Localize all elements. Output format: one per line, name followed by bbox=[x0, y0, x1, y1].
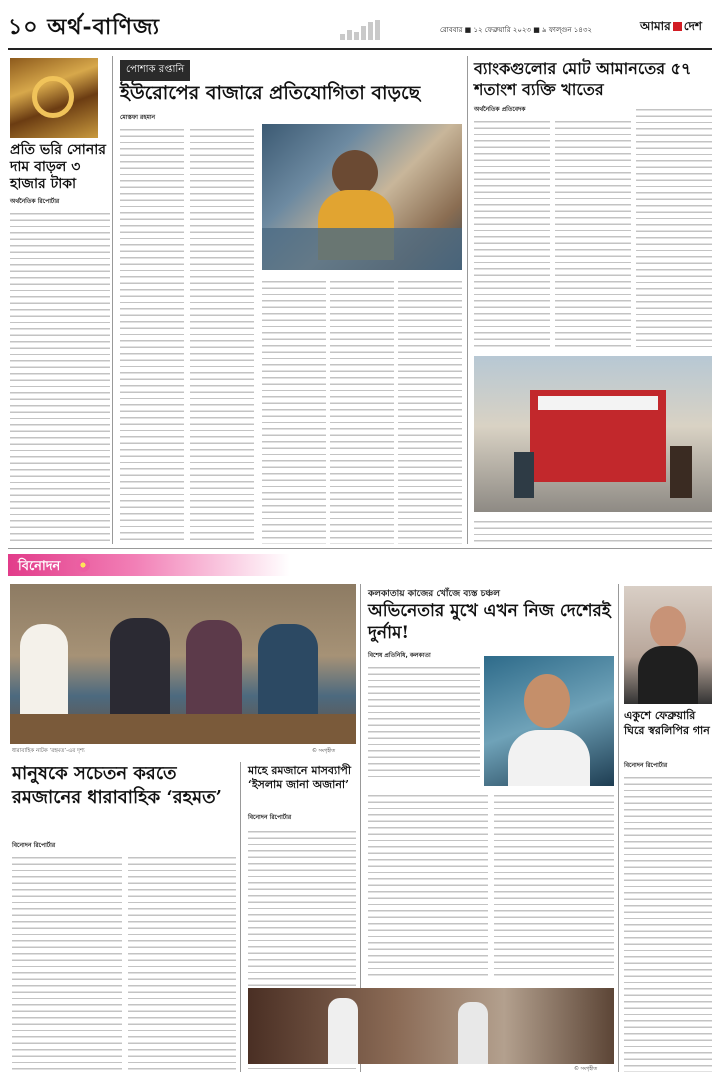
february-body bbox=[624, 772, 712, 1072]
gold-byline: অর্থনৈতিক রিপোর্টার bbox=[10, 198, 60, 205]
chanchal-byline: বিশেষ প্রতিনিধি, কলকাতা bbox=[368, 652, 431, 659]
banks-headline: ব্যাংকগুলোর মোট আমানতের ৫৭ শতাংশ ব্যক্তি খাতের bbox=[474, 59, 692, 99]
chanchal-body-col3 bbox=[494, 790, 614, 980]
chanchal-body-col2 bbox=[368, 790, 488, 980]
bank-booth-photo bbox=[474, 356, 712, 512]
february-headline: একুশে ফেব্রুয়ারি ঘিরে স্বরলিপির গান bbox=[624, 709, 710, 737]
entertainment-section-label: বিনোদন bbox=[18, 559, 61, 574]
ramadan-headline: মাহে রমজানে মাসব্যাপী ‘ইসলাম জানা অজানা’ bbox=[248, 764, 352, 791]
column-divider bbox=[467, 56, 468, 544]
rahmat-body-col2 bbox=[128, 852, 236, 1072]
column-divider bbox=[240, 762, 241, 1072]
column-divider bbox=[112, 56, 113, 544]
newspaper-brand bbox=[640, 18, 702, 38]
entertainment-section-banner bbox=[8, 554, 712, 576]
flower-icon bbox=[76, 558, 90, 572]
export-body-col1 bbox=[120, 124, 184, 544]
gold-jewelry-photo bbox=[10, 58, 98, 138]
banks-body-col2 bbox=[555, 116, 631, 350]
chanchal-body-col1 bbox=[368, 662, 480, 782]
export-kicker: পোশাক রপ্তানি bbox=[120, 60, 190, 81]
banks-body-col3 bbox=[636, 104, 712, 350]
photo-credit: © সংগৃহীত bbox=[312, 748, 336, 754]
gold-headline: প্রতি ভরি সোনার দাম বাড়ল ৩ হাজার টাকা bbox=[10, 142, 106, 192]
brand-right: দেশ bbox=[683, 19, 703, 33]
ramadan-byline: বিনোদন রিপোর্টার bbox=[248, 814, 292, 821]
banks-body-col1 bbox=[474, 116, 550, 350]
header-chart-decoration bbox=[340, 20, 400, 42]
date-line: রোববার ■ ১২ ফেব্রুয়ারি ২০২৩ ■ ৯ ফাল্গুন ১৪৩২ bbox=[440, 26, 592, 34]
column-divider bbox=[618, 584, 619, 1072]
export-body-col5 bbox=[398, 276, 462, 544]
chanchal-headline: অভিনেতার মুখে এখন নিজ দেশেরই দুর্নাম! bbox=[368, 601, 611, 643]
rahmat-headline: মানুষকে সচেতন করতে রমজানের ধারাবাহিক ‘রহমত’ bbox=[12, 763, 222, 808]
rahmat-byline: বিনোদন রিপোর্টার bbox=[12, 842, 56, 849]
chanchal-kicker: কলকাতায় কাজের খোঁজে ব্যস্ত চঞ্চল bbox=[368, 589, 500, 599]
page-section-title: ১০ অর্থ-বাণিজ্য bbox=[8, 14, 160, 40]
singer-portrait-photo bbox=[624, 586, 712, 704]
photo-credit: © সংগৃহীত bbox=[574, 1066, 598, 1072]
export-body-col4 bbox=[330, 276, 394, 544]
export-body-col3 bbox=[262, 276, 326, 544]
gold-body-text bbox=[10, 208, 110, 544]
export-byline: মোস্তফা রহমান bbox=[120, 114, 156, 121]
garment-worker-photo bbox=[262, 124, 462, 270]
brand-left: আমার bbox=[640, 19, 671, 33]
section-divider bbox=[8, 548, 712, 549]
header-rule bbox=[8, 48, 712, 50]
banks-byline: অর্থনৈতিক প্রতিবেদক bbox=[474, 106, 526, 113]
rahmat-photo-caption: ধারাবাহিক নাটক ‘রহমত’-এর দৃশ্য bbox=[12, 748, 85, 754]
chanchal-portrait-photo bbox=[484, 656, 614, 786]
ramadan-program-photo bbox=[248, 988, 614, 1064]
rahmat-drama-photo bbox=[10, 584, 356, 744]
export-body-col2 bbox=[190, 124, 254, 544]
brand-mark-icon bbox=[673, 22, 682, 31]
february-byline: বিনোদন রিপোর্টার bbox=[624, 762, 668, 769]
banks-photo-caption bbox=[474, 516, 712, 544]
rahmat-body-col1 bbox=[12, 852, 122, 1072]
export-headline: ইউরোপের বাজারে প্রতিযোগিতা বাড়ছে bbox=[120, 82, 421, 104]
